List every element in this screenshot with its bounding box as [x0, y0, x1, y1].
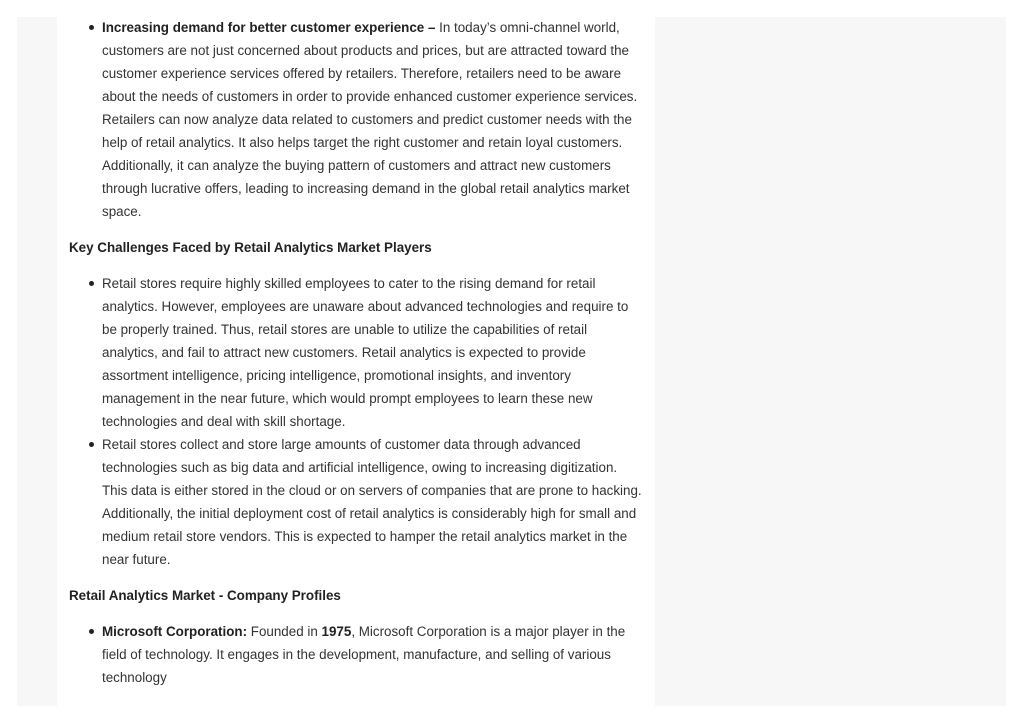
article-content [57, 17, 655, 706]
section-heading-challenges: Key Challenges Faced by Retail Analytics Market Players [69, 240, 432, 255]
bullet-body-text: Founded in [247, 624, 322, 639]
list-item: Retail stores collect and store large amounts of customer data through advanced technologies such as big data and artificial intelligence, owing to increasing digitization. This data is either stored in the cloud or on servers of companies that are prone to hacking. Additionally, the initial deployment cost of retail analytics is considerably high for small and medium retail store vendors. This is expected to hamper the retail analytics market in the near future. [102, 433, 655, 571]
founding-year: 1975 [321, 624, 352, 639]
list-item [102, 17, 655, 223]
challenges-bullet-list [57, 272, 655, 571]
bullet-lead-text: Increasing demand for better customer experience – [102, 20, 436, 35]
list-item: Retail stores require highly skilled employees to cater to the rising demand for retail analytics. However, employees are unaware about advanced technologies and require to be properly trained. Thus, retail stores are unable to utilize the capabilities of retail analytics, and fail to attract new customers. Retail analytics is expected to provide assortment intelligence, pricing intelligence, promotional insights, and inventory management in the near future, which would prompt employees to learn these new technologies and deal with skill shortage. [102, 272, 655, 433]
left-gutter [17, 17, 57, 706]
section-heading-company-profiles: Retail Analytics Market - Company Profiles [69, 588, 341, 603]
demand-bullet-list [57, 17, 655, 223]
list-item [102, 620, 655, 689]
company-profiles-bullet-list [57, 620, 655, 689]
right-sidebar [655, 17, 1006, 706]
company-name: Microsoft Corporation: [102, 624, 248, 639]
bullet-body-text: , Microsoft Corporation is a major player in the field of technology. It engages in the development, manufacture, and selling of various technology [102, 624, 626, 685]
bullet-body-text: In today’s omni-channel world, customers are not just concerned about products and prices, but are attracted toward the customer experience services offered by retailers. Therefore, retailers need to be aware about the needs of customers in order to provide enhanced customer experience services. Retailers can now analyze data related to customers and predict customer needs with the help of retail analytics. It also helps target the right customer and retain loyal customers. Additionally, it can analyze the buying pattern of customers and attract new customers through lucrative offers, leading to increasing demand in the global retail analytics market space. [102, 20, 638, 219]
